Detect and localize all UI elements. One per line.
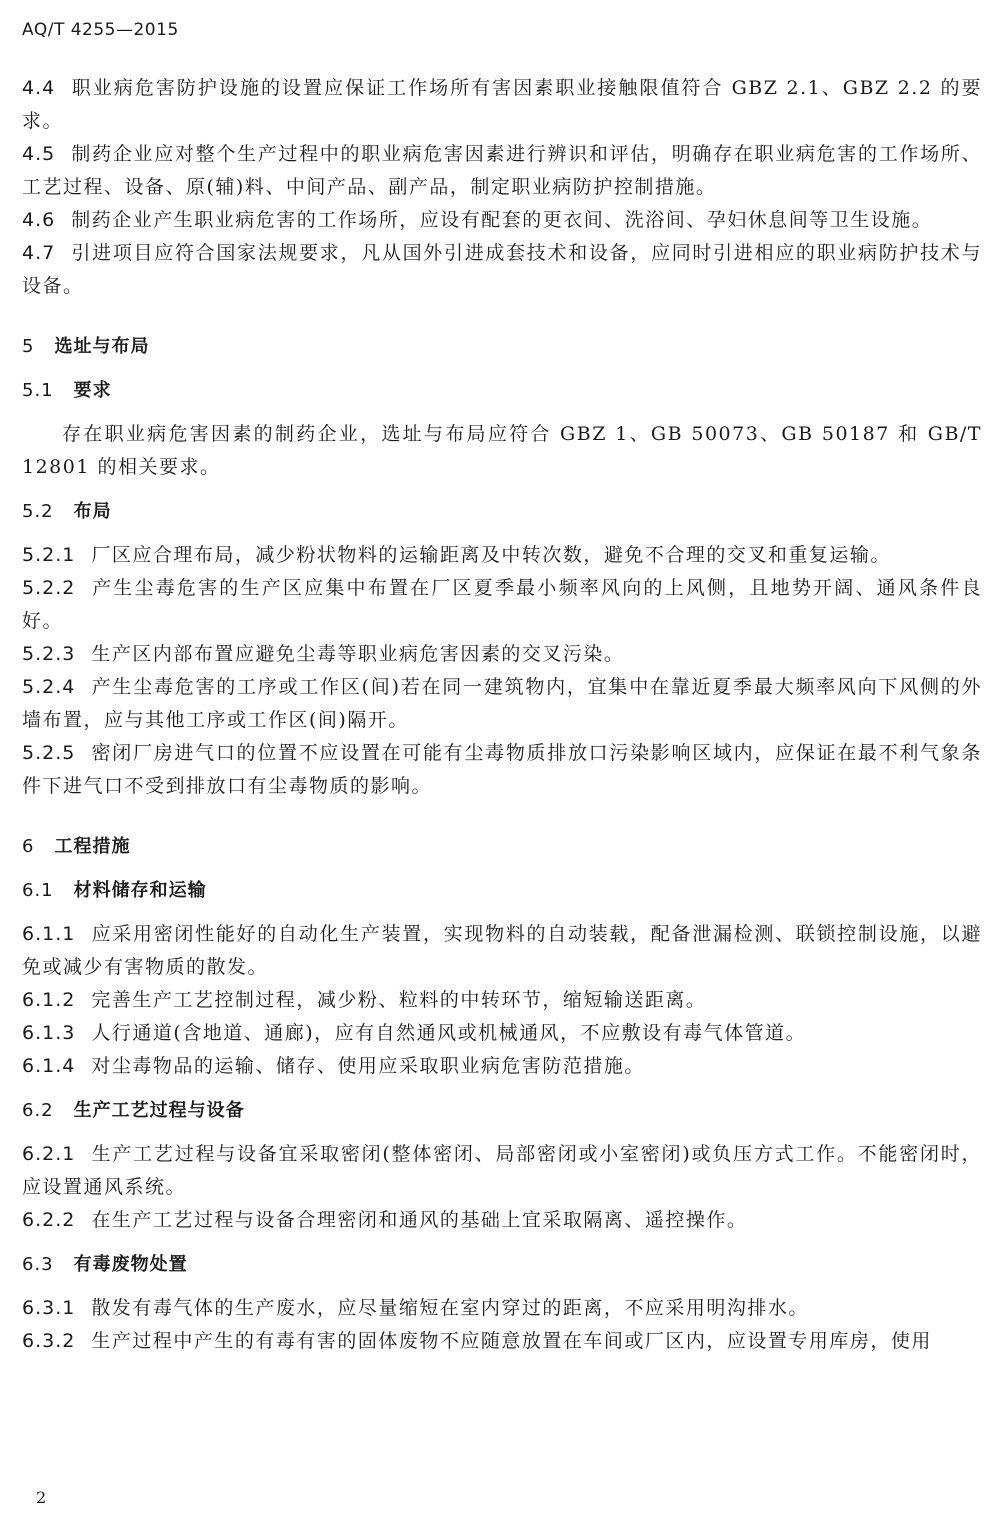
section-title: 生产工艺过程与设备 bbox=[73, 1100, 245, 1121]
clause-number: 4.7 bbox=[22, 242, 56, 264]
clause-text: 应采用密闭性能好的自动化生产装置，实现物料的自动装载，配备泄漏检测、联锁控制设施，以避免或减少有害物质的散发。 bbox=[22, 923, 982, 978]
clause-number: 5.2.2 bbox=[22, 577, 76, 599]
clause-text: 产生尘毒危害的工序或工作区(间)若在同一建筑物内，宜集中在靠近夏季最大频率风向下风侧的外墙布置，应与其他工序或工作区(间)隔开。 bbox=[22, 676, 982, 731]
section-title: 有毒废物处置 bbox=[73, 1254, 188, 1275]
section-title: 工程措施 bbox=[54, 836, 131, 857]
clause-number: 6.1.3 bbox=[22, 1022, 76, 1044]
clause-number: 5.2.1 bbox=[22, 544, 76, 566]
clause-number: 6.1.1 bbox=[22, 923, 76, 945]
section-title: 选址与布局 bbox=[54, 336, 150, 357]
document-body bbox=[22, 72, 982, 1358]
section-number: 5.1 bbox=[22, 380, 54, 401]
clause-text: 散发有毒气体的生产废水，应尽量缩短在室内穿过的距离，不应采用明沟排水。 bbox=[91, 1297, 809, 1319]
clause-number: 6.3.2 bbox=[22, 1330, 76, 1352]
clause-text: 生产区内部布置应避免尘毒等职业病危害因素的交叉污染。 bbox=[91, 643, 625, 665]
clause-6-2-2 bbox=[22, 1204, 982, 1237]
section-heading-5-1 bbox=[22, 374, 982, 407]
section-title: 布局 bbox=[73, 501, 112, 522]
clause-number: 5.2.5 bbox=[22, 742, 76, 764]
clause-4-4 bbox=[22, 72, 982, 138]
section-heading-6-1 bbox=[22, 874, 982, 907]
clause-text: 在生产工艺过程与设备合理密闭和通风的基础上宜采取隔离、遥控操作。 bbox=[91, 1209, 748, 1231]
clause-text: 厂区应合理布局，减少粉状物料的运输距离及中转次数，避免不合理的交叉和重复运输。 bbox=[91, 544, 891, 566]
clause-4-5 bbox=[22, 138, 982, 204]
clause-text: 职业病危害防护设施的设置应保证工作场所有害因素职业接触限值符合 GBZ 2.1、GBZ 2.2 的要求。 bbox=[22, 77, 982, 132]
clause-6-2-1 bbox=[22, 1138, 982, 1204]
section-number: 6.1 bbox=[22, 880, 54, 901]
clause-5-2-1 bbox=[22, 539, 982, 572]
clause-number: 5.2.3 bbox=[22, 643, 76, 665]
section-title: 要求 bbox=[73, 380, 112, 401]
clause-number: 4.5 bbox=[22, 143, 56, 165]
section-number: 5.2 bbox=[22, 501, 54, 522]
clause-number: 4.4 bbox=[22, 77, 56, 99]
clause-number: 6.3.1 bbox=[22, 1297, 76, 1319]
clause-text: 生产工艺过程与设备宜采取密闭(整体密闭、局部密闭或小室密闭)或负压方式工作。不能密闭时，应设置通风系统。 bbox=[22, 1143, 982, 1198]
clause-text: 生产过程中产生的有毒有害的固体废物不应随意放置在车间或厂区内，应设置专用库房，使用 bbox=[91, 1330, 932, 1352]
clause-6-3-1 bbox=[22, 1292, 982, 1325]
section-heading-5-2 bbox=[22, 495, 982, 528]
section-heading-5 bbox=[22, 330, 982, 363]
clause-number: 6.2.2 bbox=[22, 1209, 76, 1231]
section-heading-6 bbox=[22, 830, 982, 863]
clause-number: 6.2.1 bbox=[22, 1143, 76, 1165]
clause-text: 密闭厂房进气口的位置不应设置在可能有尘毒物质排放口污染影响区域内，应保证在最不利气象条件下进气口不受到排放口有尘毒物质的影响。 bbox=[22, 742, 982, 797]
section-heading-6-2 bbox=[22, 1094, 982, 1127]
clause-text: 制药企业应对整个生产过程中的职业病危害因素进行辨识和评估，明确存在职业病危害的工作场所、工艺过程、设备、原(辅)料、中间产品、副产品，制定职业病防护控制措施。 bbox=[22, 143, 982, 198]
clause-text: 产生尘毒危害的生产区应集中布置在厂区夏季最小频率风向的上风侧，且地势开阔、通风条件良好。 bbox=[22, 577, 982, 632]
section-title: 材料储存和运输 bbox=[73, 880, 207, 901]
clause-6-1-2 bbox=[22, 984, 982, 1017]
clause-6-1-1 bbox=[22, 918, 982, 984]
clause-6-3-2 bbox=[22, 1325, 982, 1358]
clause-6-1-3 bbox=[22, 1017, 982, 1050]
clause-number: 6.1.2 bbox=[22, 989, 76, 1011]
section-number: 5 bbox=[22, 336, 35, 357]
section-number: 6.3 bbox=[22, 1254, 54, 1275]
clause-5-2-2 bbox=[22, 572, 982, 638]
section-heading-6-3 bbox=[22, 1248, 982, 1281]
clause-text: 完善生产工艺控制过程，减少粉、粒料的中转环节，缩短输送距离。 bbox=[91, 989, 707, 1011]
clause-6-1-4 bbox=[22, 1050, 982, 1083]
clause-5-2-3 bbox=[22, 638, 982, 671]
clause-number: 5.2.4 bbox=[22, 676, 76, 698]
clause-number: 6.1.4 bbox=[22, 1055, 76, 1077]
page-number: 2 bbox=[36, 1488, 47, 1507]
clause-text: 引进项目应符合国家法规要求，凡从国外引进成套技术和设备，应同时引进相应的职业病防护技术与设备。 bbox=[22, 242, 982, 297]
paragraph-5-1: 存在职业病危害因素的制药企业，选址与布局应符合 GBZ 1、GB 50073、GB 50187 和 GB/T 12801 的相关要求。 bbox=[22, 423, 982, 478]
clause-text: 对尘毒物品的运输、储存、使用应采取职业病危害防范措施。 bbox=[91, 1055, 645, 1077]
section-number: 6 bbox=[22, 836, 35, 857]
clause-text: 制药企业产生职业病危害的工作场所，应设有配套的更衣间、洗浴间、孕妇休息间等卫生设施。 bbox=[71, 209, 933, 231]
clause-number: 4.6 bbox=[22, 209, 56, 231]
clause-4-6 bbox=[22, 204, 982, 237]
document-code: AQ/T 4255—2015 bbox=[22, 20, 179, 40]
clause-text: 人行通道(含地道、通廊)，应有自然通风或机械通风，不应敷设有毒气体管道。 bbox=[91, 1022, 807, 1044]
clause-4-7 bbox=[22, 237, 982, 303]
clause-5-2-5 bbox=[22, 737, 982, 803]
section-number: 6.2 bbox=[22, 1100, 54, 1121]
clause-5-2-4 bbox=[22, 671, 982, 737]
